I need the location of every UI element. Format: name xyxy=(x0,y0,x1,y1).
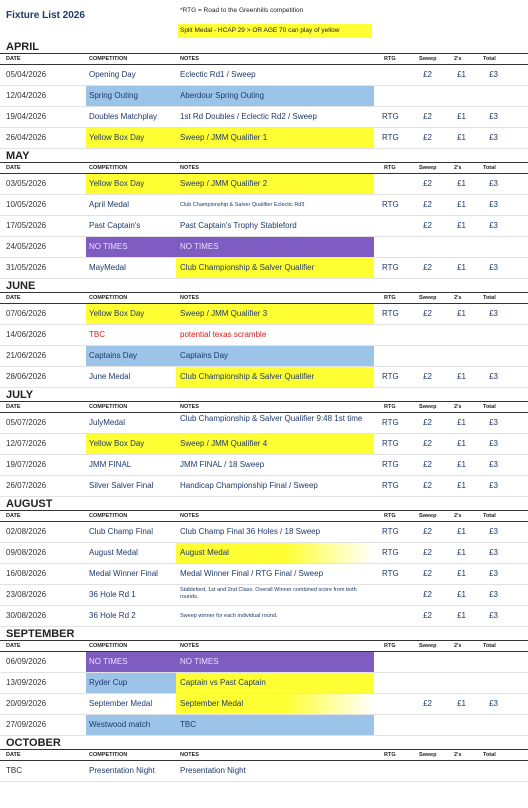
column-header-rtg: RTG xyxy=(384,752,396,758)
month-section xyxy=(0,497,528,627)
twos-cell: £1 xyxy=(457,527,466,536)
table-row xyxy=(0,761,528,782)
column-header-date: DATE xyxy=(6,295,21,301)
competition-cell: NO TIMES xyxy=(86,652,176,672)
column-header-competition: COMPETITION xyxy=(89,56,128,62)
column-header-notes: NOTES xyxy=(180,752,199,758)
notes-cell: Sweep / JMM Qualifier 4 xyxy=(176,434,374,454)
total-cell: £3 xyxy=(489,372,498,381)
column-header-date: DATE xyxy=(6,513,21,519)
total-cell: £3 xyxy=(489,481,498,490)
column-header-competition: COMPETITION xyxy=(89,643,128,649)
table-row xyxy=(0,325,528,346)
table-row xyxy=(0,346,528,367)
notes-cell: Eclectic Rd1 / Sweep xyxy=(180,70,256,79)
notes-cell: Sweep / JMM Qualifier 2 xyxy=(176,174,374,194)
competition-cell: JulyMedal xyxy=(89,418,126,427)
twos-cell xyxy=(444,325,466,345)
sweep-cell: £2 xyxy=(423,200,432,209)
twos-cell: £1 xyxy=(457,699,466,708)
competition-cell: Yellow Box Day xyxy=(86,434,176,454)
twos-cell: £1 xyxy=(457,179,466,188)
notes-cell: Past Captain's Trophy Stableford xyxy=(180,221,297,230)
rtg-cell xyxy=(382,174,412,194)
notes-cell: Stableford, 1st and 2nd Class. Overall Winner combined score from both rounds. xyxy=(180,587,357,600)
total-cell xyxy=(476,761,498,781)
notes-cell: Medal Winner Final / RTG Final / Sweep xyxy=(180,569,324,578)
twos-cell: £1 xyxy=(457,481,466,490)
column-header-row xyxy=(0,750,528,761)
date-cell: 05/07/2026 xyxy=(6,418,47,427)
twos-cell xyxy=(444,346,466,366)
competition-cell: Presentation Night xyxy=(89,766,155,775)
table-row xyxy=(0,86,528,107)
month-section xyxy=(0,388,528,497)
notes-cell: TBC xyxy=(176,715,374,735)
date-cell: 12/07/2026 xyxy=(6,439,47,448)
column-header-row xyxy=(0,511,528,522)
rtg-cell: RTG xyxy=(382,200,399,209)
date-cell: 19/07/2026 xyxy=(6,460,47,469)
table-row xyxy=(0,564,528,585)
rtg-cell: RTG xyxy=(382,263,399,272)
total-cell xyxy=(476,86,498,106)
competition-cell: April Medal xyxy=(89,200,130,209)
column-header-rtg: RTG xyxy=(384,404,396,410)
twos-cell: £1 xyxy=(457,418,466,427)
competition-cell: Captains Day xyxy=(86,346,176,366)
column-header-total: Total xyxy=(483,752,496,758)
split-medal-note: Split Medal - HCAP 29 > OR AGE 70 can play of yellow xyxy=(178,24,372,38)
sweep-cell: £2 xyxy=(423,309,432,318)
month-heading: SEPTEMBER xyxy=(0,627,528,641)
rtg-cell: RTG xyxy=(382,569,399,578)
competition-cell: Yellow Box Day xyxy=(86,304,176,324)
rtg-cell: RTG xyxy=(382,133,399,142)
rtg-cell: RTG xyxy=(382,481,399,490)
table-row xyxy=(0,304,528,325)
notes-cell: Club Championship & Salver Qualifier xyxy=(176,258,374,278)
column-header-competition: COMPETITION xyxy=(89,752,128,758)
date-cell: 16/08/2026 xyxy=(6,569,47,578)
column-header-notes: NOTES xyxy=(180,165,199,171)
notes-cell: Club Championship & Salver Qualifier Eclectic Rd3 xyxy=(180,202,305,208)
column-header-row xyxy=(0,402,528,413)
twos-cell xyxy=(444,761,466,781)
sweep-cell xyxy=(412,325,432,345)
twos-cell: £1 xyxy=(457,133,466,142)
rtg-cell xyxy=(382,694,412,714)
competition-cell: Westwood match xyxy=(86,715,176,735)
date-cell: 12/04/2026 xyxy=(6,91,47,100)
total-cell: £3 xyxy=(489,309,498,318)
date-cell: 19/04/2026 xyxy=(6,112,47,121)
rtg-cell xyxy=(382,216,412,236)
date-cell: 07/06/2026 xyxy=(6,309,47,318)
column-header-rtg: RTG xyxy=(384,56,396,62)
column-header-notes: NOTES xyxy=(180,295,199,301)
competition-cell: Doubles Matchplay xyxy=(89,112,158,121)
table-row xyxy=(0,585,528,606)
month-heading: JUNE xyxy=(0,279,528,293)
notes-cell: Club Champ Final 36 Holes / 18 Sweep xyxy=(180,527,321,536)
table-row xyxy=(0,128,528,149)
sweep-cell xyxy=(412,715,432,735)
sweep-cell: £2 xyxy=(423,439,432,448)
total-cell xyxy=(476,673,498,693)
column-header-twos: 2's xyxy=(454,752,462,758)
table-row xyxy=(0,455,528,476)
sweep-cell: £2 xyxy=(423,527,432,536)
column-header-twos: 2's xyxy=(454,513,462,519)
column-header-row xyxy=(0,641,528,652)
total-cell: £3 xyxy=(489,548,498,557)
column-header-twos: 2's xyxy=(454,56,462,62)
date-cell: 13/09/2026 xyxy=(6,678,47,687)
rtg-cell: RTG xyxy=(382,439,399,448)
total-cell xyxy=(476,652,498,672)
rtg-cell xyxy=(382,325,412,345)
twos-cell: £1 xyxy=(457,70,466,79)
month-section xyxy=(0,279,528,388)
column-header-sweep: Sweep xyxy=(419,56,437,62)
sweep-cell xyxy=(412,346,432,366)
competition-cell: NO TIMES xyxy=(86,237,176,257)
date-cell: 09/08/2026 xyxy=(6,548,47,557)
month-heading: OCTOBER xyxy=(0,736,528,750)
total-cell: £3 xyxy=(489,590,498,599)
twos-cell: £1 xyxy=(457,221,466,230)
table-row xyxy=(0,606,528,627)
date-cell: 28/06/2026 xyxy=(6,372,47,381)
rtg-cell xyxy=(382,652,412,672)
competition-cell: Ryder Cup xyxy=(86,673,176,693)
fixture-table xyxy=(0,40,528,782)
table-row xyxy=(0,107,528,128)
month-section xyxy=(0,627,528,736)
column-header-date: DATE xyxy=(6,56,21,62)
total-cell xyxy=(476,715,498,735)
rtg-cell: RTG xyxy=(382,309,399,318)
sweep-cell: £2 xyxy=(423,221,432,230)
total-cell: £3 xyxy=(489,569,498,578)
notes-cell: Presentation Night xyxy=(180,766,246,775)
date-cell: 14/06/2026 xyxy=(6,330,47,339)
twos-cell xyxy=(444,673,466,693)
column-header-twos: 2's xyxy=(454,165,462,171)
date-cell: 23/08/2026 xyxy=(6,590,47,599)
total-cell xyxy=(476,325,498,345)
column-header-rtg: RTG xyxy=(384,643,396,649)
column-header-competition: COMPETITION xyxy=(89,165,128,171)
column-header-sweep: Sweep xyxy=(419,752,437,758)
table-row xyxy=(0,195,528,216)
table-row xyxy=(0,216,528,237)
rtg-cell: RTG xyxy=(382,112,399,121)
notes-cell: Captain vs Past Captain xyxy=(176,673,374,693)
sweep-cell: £2 xyxy=(423,699,432,708)
rtg-cell xyxy=(382,585,412,605)
total-cell: £3 xyxy=(489,221,498,230)
notes-cell: potential texas scramble xyxy=(180,330,267,339)
column-header-total: Total xyxy=(483,404,496,410)
column-header-rtg: RTG xyxy=(384,295,396,301)
competition-cell: September Medal xyxy=(89,699,153,708)
table-row xyxy=(0,673,528,694)
column-header-row xyxy=(0,163,528,174)
notes-cell: Sweep / JMM Qualifier 1 xyxy=(176,128,374,148)
column-header-total: Total xyxy=(483,165,496,171)
competition-cell: JMM FINAL xyxy=(89,460,132,469)
competition-cell: August Medal xyxy=(89,548,138,557)
notes-cell: Sweep / JMM Qualifier 3 xyxy=(176,304,374,324)
competition-cell: Yellow Box Day xyxy=(86,174,176,194)
notes-cell: JMM FINAL / 18 Sweep xyxy=(180,460,265,469)
twos-cell: £1 xyxy=(457,439,466,448)
month-heading: MAY xyxy=(0,149,528,163)
competition-cell: TBC xyxy=(89,330,105,339)
date-cell: 02/08/2026 xyxy=(6,527,47,536)
rtg-cell xyxy=(382,346,412,366)
column-header-total: Total xyxy=(483,56,496,62)
column-header-rtg: RTG xyxy=(384,513,396,519)
sweep-cell: £2 xyxy=(423,372,432,381)
competition-cell: Yellow Box Day xyxy=(86,128,176,148)
twos-cell: £1 xyxy=(457,460,466,469)
column-header-sweep: Sweep xyxy=(419,165,437,171)
twos-cell: £1 xyxy=(457,372,466,381)
column-header-row xyxy=(0,293,528,304)
date-cell: 31/05/2026 xyxy=(6,263,47,272)
sweep-cell: £2 xyxy=(423,133,432,142)
competition-cell: Spring Outing xyxy=(86,86,176,106)
rtg-cell xyxy=(382,673,412,693)
rtg-cell: RTG xyxy=(382,548,399,557)
table-row xyxy=(0,522,528,543)
rtg-note: *RTG = Road to the Greenhills competition xyxy=(180,7,304,14)
table-row xyxy=(0,413,528,434)
notes-cell: September Medal xyxy=(176,694,374,714)
date-cell: 26/07/2026 xyxy=(6,481,47,490)
competition-cell: Medal Winner Final xyxy=(89,569,158,578)
column-header-total: Total xyxy=(483,295,496,301)
sweep-cell xyxy=(412,761,432,781)
column-header-notes: NOTES xyxy=(180,513,199,519)
total-cell xyxy=(476,346,498,366)
column-header-notes: NOTES xyxy=(180,643,199,649)
notes-cell: NO TIMES xyxy=(176,237,374,257)
date-cell: 17/05/2026 xyxy=(6,221,47,230)
twos-cell xyxy=(444,237,466,257)
sweep-cell: £2 xyxy=(423,569,432,578)
total-cell: £3 xyxy=(489,611,498,620)
column-header-total: Total xyxy=(483,513,496,519)
rtg-cell xyxy=(382,86,412,106)
twos-cell: £1 xyxy=(457,309,466,318)
sweep-cell xyxy=(412,86,432,106)
total-cell: £3 xyxy=(489,112,498,121)
date-cell: 30/08/2026 xyxy=(6,611,47,620)
table-row xyxy=(0,694,528,715)
sweep-cell xyxy=(412,652,432,672)
column-header-date: DATE xyxy=(6,404,21,410)
notes-cell: Club Championship & Salver Qualifier 9:48 1st time xyxy=(180,414,363,423)
competition-cell: Silver Salver Final xyxy=(89,481,154,490)
total-cell: £3 xyxy=(489,263,498,272)
notes-cell: Sweep winner for each individual round. xyxy=(180,613,278,619)
date-cell: 27/09/2026 xyxy=(6,720,47,729)
column-header-sweep: Sweep xyxy=(419,295,437,301)
competition-cell: 36 Hole Rd 2 xyxy=(89,611,136,620)
table-row xyxy=(0,476,528,497)
rtg-cell: RTG xyxy=(382,372,399,381)
column-header-notes: NOTES xyxy=(180,56,199,62)
month-heading: JULY xyxy=(0,388,528,402)
table-row xyxy=(0,434,528,455)
sweep-cell: £2 xyxy=(423,112,432,121)
total-cell: £3 xyxy=(489,200,498,209)
twos-cell: £1 xyxy=(457,548,466,557)
table-row xyxy=(0,174,528,195)
rtg-cell xyxy=(382,237,412,257)
notes-cell: NO TIMES xyxy=(176,652,374,672)
total-cell: £3 xyxy=(489,133,498,142)
total-cell: £3 xyxy=(489,179,498,188)
table-row xyxy=(0,258,528,279)
total-cell: £3 xyxy=(489,439,498,448)
sweep-cell: £2 xyxy=(423,611,432,620)
column-header-date: DATE xyxy=(6,643,21,649)
table-row xyxy=(0,543,528,564)
table-row xyxy=(0,65,528,86)
competition-cell: Opening Day xyxy=(89,70,136,79)
notes-cell: 1st Rd Doubles / Eclectic Rd2 / Sweep xyxy=(180,112,317,121)
document-header xyxy=(0,0,528,40)
column-header-sweep: Sweep xyxy=(419,404,437,410)
column-header-total: Total xyxy=(483,643,496,649)
column-header-sweep: Sweep xyxy=(419,643,437,649)
column-header-twos: 2's xyxy=(454,404,462,410)
total-cell xyxy=(476,237,498,257)
notes-cell: Captains Day xyxy=(176,346,374,366)
competition-cell: Past Captain's xyxy=(89,221,141,230)
notes-cell: August Medal xyxy=(176,543,374,563)
sweep-cell: £2 xyxy=(423,481,432,490)
rtg-cell: RTG xyxy=(382,418,399,427)
month-heading: AUGUST xyxy=(0,497,528,511)
total-cell: £3 xyxy=(489,418,498,427)
sweep-cell xyxy=(412,673,432,693)
rtg-cell xyxy=(382,65,412,85)
column-header-date: DATE xyxy=(6,752,21,758)
twos-cell: £1 xyxy=(457,263,466,272)
date-cell: 03/05/2026 xyxy=(6,179,47,188)
date-cell: 20/09/2026 xyxy=(6,699,47,708)
twos-cell: £1 xyxy=(457,611,466,620)
column-header-date: DATE xyxy=(6,165,21,171)
sweep-cell: £2 xyxy=(423,418,432,427)
date-cell: 10/05/2026 xyxy=(6,200,47,209)
sweep-cell xyxy=(412,237,432,257)
rtg-cell xyxy=(382,761,412,781)
month-section xyxy=(0,736,528,782)
rtg-cell: RTG xyxy=(382,527,399,536)
twos-cell: £1 xyxy=(457,569,466,578)
table-row xyxy=(0,367,528,388)
date-cell: 06/09/2026 xyxy=(6,657,47,666)
column-header-twos: 2's xyxy=(454,295,462,301)
competition-cell: Club Champ Final xyxy=(89,527,154,536)
rtg-cell: RTG xyxy=(382,460,399,469)
total-cell: £3 xyxy=(489,699,498,708)
column-header-twos: 2's xyxy=(454,643,462,649)
date-cell: 21/06/2026 xyxy=(6,351,47,360)
table-row xyxy=(0,715,528,736)
sweep-cell: £2 xyxy=(423,70,432,79)
competition-cell: June Medal xyxy=(89,372,131,381)
competition-cell: 36 Hole Rd 1 xyxy=(89,590,136,599)
sweep-cell: £2 xyxy=(423,179,432,188)
date-cell: 26/04/2026 xyxy=(6,133,47,142)
twos-cell: £1 xyxy=(457,200,466,209)
notes-cell: Aberdour Spring Outing xyxy=(176,86,374,106)
total-cell: £3 xyxy=(489,70,498,79)
column-header-rtg: RTG xyxy=(384,165,396,171)
twos-cell: £1 xyxy=(457,112,466,121)
sweep-cell: £2 xyxy=(423,590,432,599)
sweep-cell: £2 xyxy=(423,263,432,272)
total-cell: £3 xyxy=(489,527,498,536)
twos-cell xyxy=(444,86,466,106)
twos-cell xyxy=(444,652,466,672)
sweep-cell: £2 xyxy=(423,460,432,469)
page-title: Fixture List 2026 xyxy=(6,10,85,21)
table-row xyxy=(0,652,528,673)
month-section xyxy=(0,40,528,149)
column-header-competition: COMPETITION xyxy=(89,295,128,301)
column-header-row xyxy=(0,54,528,65)
rtg-cell xyxy=(382,715,412,735)
date-cell: TBC xyxy=(6,766,22,775)
table-row xyxy=(0,237,528,258)
sweep-cell: £2 xyxy=(423,548,432,557)
month-heading: APRIL xyxy=(0,40,528,54)
notes-cell: Club Championship & Salver Qualifier xyxy=(176,367,374,387)
notes-cell: Handicap Championship Final / Sweep xyxy=(180,481,318,490)
rtg-cell xyxy=(382,606,412,626)
column-header-competition: COMPETITION xyxy=(89,513,128,519)
column-header-competition: COMPETITION xyxy=(89,404,128,410)
column-header-sweep: Sweep xyxy=(419,513,437,519)
total-cell: £3 xyxy=(489,460,498,469)
column-header-notes: NOTES xyxy=(180,404,199,410)
month-section xyxy=(0,149,528,279)
twos-cell xyxy=(444,715,466,735)
twos-cell: £1 xyxy=(457,590,466,599)
date-cell: 05/04/2026 xyxy=(6,70,47,79)
date-cell: 24/05/2026 xyxy=(6,242,47,251)
competition-cell: MayMedal xyxy=(89,263,126,272)
